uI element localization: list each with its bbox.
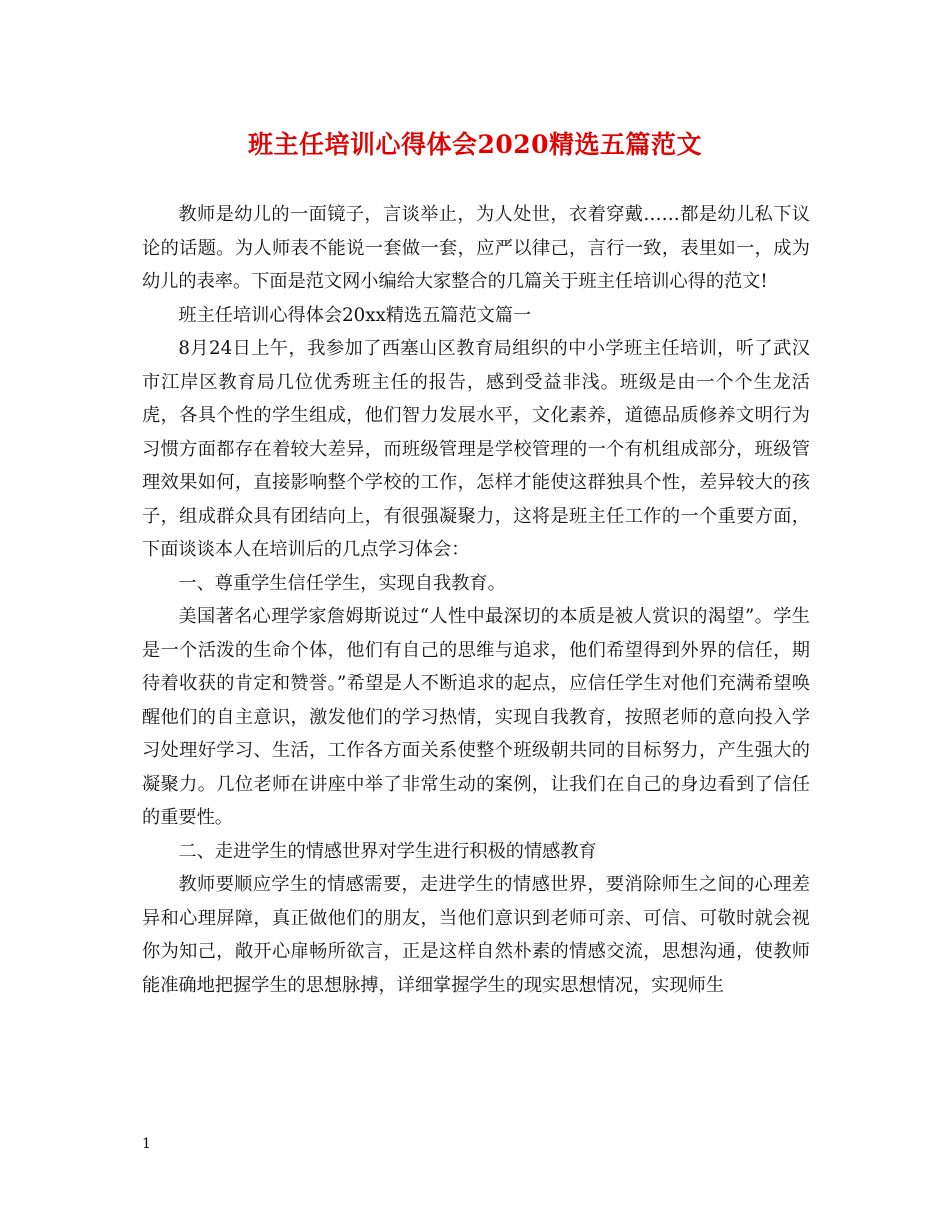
paragraph-intro: 教师是幼儿的一面镜子，言谈举止，为人处世，衣着穿戴……都是幼儿私下议论的话题。为人师表不能说一套做一套，应严以律己，言行一致，表里如一，成为幼儿的表率。下面是范文网小编给大家整合的几篇关于班主任培训心得的范文! — [142, 204, 810, 292]
page-number: 1 — [142, 1136, 151, 1152]
section-heading-point-two: 二、走进学生的情感世界对学生进行积极的情感教育 — [178, 840, 597, 862]
paragraph-emotional-education: 教师要顺应学生的情感需要，走进学生的情感世界，要消除师生之间的心理差异和心理屏障，真正做他们的朋友，当他们意识到老师可亲、可信、可敬时就会视你为知己，敞开心扉畅所欲言，正是这样自然朴素的情感交流，思想沟通，使教师能准确地把握学生的思想脉搏，详细掌握学生的现实思想情况，实现师生 — [142, 874, 810, 996]
paragraph-training-overview: 8月24日上午，我参加了西塞山区教育局组织的中小学班主任培训，听了武汉市江岸区教育局几位优秀班主任的报告，感到受益非浅。班级是由一个个生龙活虎，各具个性的学生组成，他们智力发展水平，文化素养，道德品质修养文明行为习惯方面都存在着较大差异，而班级管理是学校管理的一个有机组成部分，班级管理效果如何，直接影响整个学校的工作，怎样才能使这群独具个性，差异较大的孩子，组成群众具有团结向上，有很强凝聚力，这将是班主任工作的一个重要方面，下面谈谈本人在培训后的几点学习体会： — [142, 338, 810, 560]
document-body — [142, 198, 810, 1002]
paragraph-trust-students: 美国著名心理学家詹姆斯说过“人性中最深切的本质是被人赏识的渴望”。学生是一个活泼的生命个体，他们有自己的思维与追求，他们希望得到外界的信任，期待着收获的肯定和赞誉。”希望是人不断追求的起点，应信任学生对他们充满希望唤醒他们的自主意识，激发他们的学习热情，实现自我教育，按照老师的意向投入学习处理好学习、生活，工作各方面关系使整个班级朝共同的目标努力，产生强大的凝聚力。几位老师在讲座中举了非常生动的案例，让我们在自己的身边看到了信任的重要性。 — [142, 606, 810, 828]
section-heading-point-one: 一、尊重学生信任学生，实现自我教育。 — [178, 572, 506, 594]
document-title: 班主任培训心得体会2020精选五篇范文 — [247, 130, 703, 159]
section-heading-article-one: 班主任培训心得体会20xx精选五篇范文篇一 — [178, 304, 532, 326]
